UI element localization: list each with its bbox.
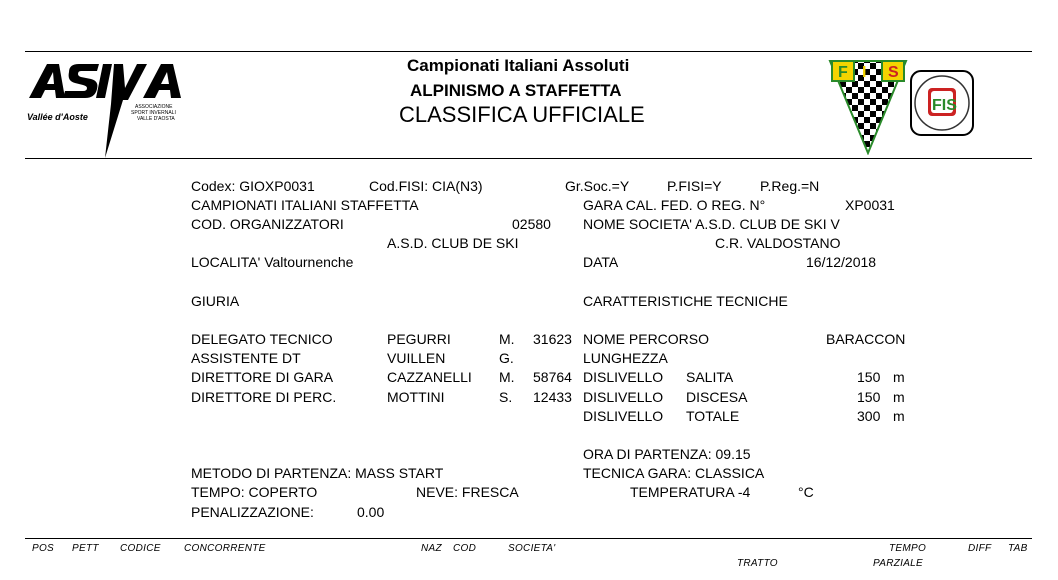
jury-name: VUILLEN — [387, 350, 446, 366]
svg-text:I: I — [862, 64, 867, 81]
tech-unit: m — [893, 369, 905, 385]
jury-init: S. — [499, 389, 513, 405]
penalizzazione-label: PENALIZZAZIONE: — [191, 504, 314, 520]
tech-value: 150 — [857, 389, 881, 405]
tempo-meteo: TEMPO: COPERTO — [191, 484, 318, 500]
giuria-title: GIURIA — [191, 293, 240, 309]
tech-value: 300 — [857, 408, 881, 424]
jury-role: DIRETTORE DI GARA — [191, 369, 334, 385]
svg-text:ASSOCIAZIONE: ASSOCIAZIONE — [135, 104, 173, 110]
svg-text:Vallée d'Aoste: Vallée d'Aoste — [27, 112, 88, 122]
col-codice: CODICE — [120, 543, 161, 554]
tech-unit: m — [893, 408, 905, 424]
col-pett: PETT — [72, 543, 99, 554]
tech-label: DISLIVELLO — [583, 408, 664, 424]
title-line2: ALPINISMO A STAFFETTA — [410, 81, 622, 100]
tech-value: BARACCON — [826, 331, 906, 347]
col-parziale: PARZIALE — [873, 558, 924, 569]
jury-init: M. — [499, 369, 515, 385]
cod-org: COD. ORGANIZZATORI — [191, 216, 344, 232]
title-line3: CLASSIFICA UFFICIALE — [399, 102, 645, 127]
header-bottom-rule — [25, 158, 1032, 159]
tech-value: 150 — [857, 369, 881, 385]
cod-fisi: Cod.FISI: CIA(N3) — [369, 178, 483, 194]
gara-cal: GARA CAL. FED. O REG. N° — [583, 197, 766, 213]
neve: NEVE: FRESCA — [416, 484, 519, 500]
tecnica-gara: TECNICA GARA: CLASSICA — [583, 465, 765, 481]
gr-soc: Gr.Soc.=Y — [565, 178, 630, 194]
col-cod: COD — [453, 543, 477, 554]
temperatura-unit: °C — [798, 484, 814, 500]
tech-sub: SALITA — [686, 369, 734, 385]
codex: Codex: GIOXP0031 — [191, 178, 315, 194]
caratteristiche-title: CARATTERISTICHE TECNICHE — [583, 293, 788, 309]
gara-num: XP0031 — [845, 197, 895, 213]
campionati: CAMPIONATI ITALIANI STAFFETTA — [191, 197, 419, 213]
jury-role: ASSISTENTE DT — [191, 350, 301, 366]
col-tratto: TRATTO — [737, 558, 778, 569]
jury-code: 12433 — [533, 389, 572, 405]
jury-code: 31623 — [533, 331, 572, 347]
ora-partenza: ORA DI PARTENZA: 09.15 — [583, 446, 751, 462]
col-societa: SOCIETA' — [508, 543, 556, 554]
title-line1: Campionati Italiani Assoluti — [407, 56, 630, 75]
columns-rule — [25, 538, 1032, 539]
tech-label: DISLIVELLO — [583, 389, 664, 405]
jury-name: PEGURRI — [387, 331, 451, 347]
p-fisi: P.FISI=Y — [667, 178, 722, 194]
col-pos: POS — [32, 543, 55, 554]
svg-text:SPORT INVERNALI: SPORT INVERNALI — [131, 110, 176, 116]
jury-init: M. — [499, 331, 515, 347]
tech-label: LUNGHEZZA — [583, 350, 668, 366]
localita: LOCALITA' Valtournenche — [191, 254, 354, 270]
col-concorrente: CONCORRENTE — [184, 543, 266, 554]
cod-org-num: 02580 — [512, 216, 551, 232]
svg-text:S: S — [888, 64, 899, 81]
p-reg: P.Reg.=N — [760, 178, 820, 194]
tech-label: DISLIVELLO — [583, 369, 664, 385]
tech-label: NOME PERCORSO — [583, 331, 710, 347]
svg-text:F: F — [838, 64, 848, 81]
jury-role: DELEGATO TECNICO — [191, 331, 333, 347]
metodo-partenza: METODO DI PARTENZA: MASS START — [191, 465, 444, 481]
data-label: DATA — [583, 254, 619, 270]
temperatura: TEMPERATURA -4 — [630, 484, 751, 500]
col-naz: NAZ — [421, 543, 442, 554]
asd-club: A.S.D. CLUB DE SKI — [387, 235, 519, 251]
col-tempo: TEMPO — [889, 543, 927, 554]
tech-sub: TOTALE — [686, 408, 740, 424]
fisi-badge-icon — [910, 70, 974, 136]
jury-code: 58764 — [533, 369, 572, 385]
jury-name: MOTTINI — [387, 389, 445, 405]
top-rule — [25, 51, 1032, 52]
jury-name: CAZZANELLI — [387, 369, 472, 385]
penalizzazione-value: 0.00 — [357, 504, 385, 520]
col-tab: TAB — [1008, 543, 1028, 554]
jury-role: DIRETTORE DI PERC. — [191, 389, 337, 405]
tech-unit: m — [893, 389, 905, 405]
asiva-logo-icon — [25, 58, 187, 158]
col-diff: DIFF — [968, 543, 992, 554]
jury-init: G. — [499, 350, 514, 366]
svg-text:FIS: FIS — [932, 97, 957, 114]
nome-societa: NOME SOCIETA' A.S.D. CLUB DE SKI V — [583, 216, 840, 232]
cr-valdostano: C.R. VALDOSTANO — [715, 235, 841, 251]
data-value: 16/12/2018 — [806, 254, 877, 270]
tech-sub: DISCESA — [686, 389, 748, 405]
fisi-logo-icon — [828, 57, 908, 155]
svg-text:VALLE D'AOSTA: VALLE D'AOSTA — [137, 116, 175, 122]
